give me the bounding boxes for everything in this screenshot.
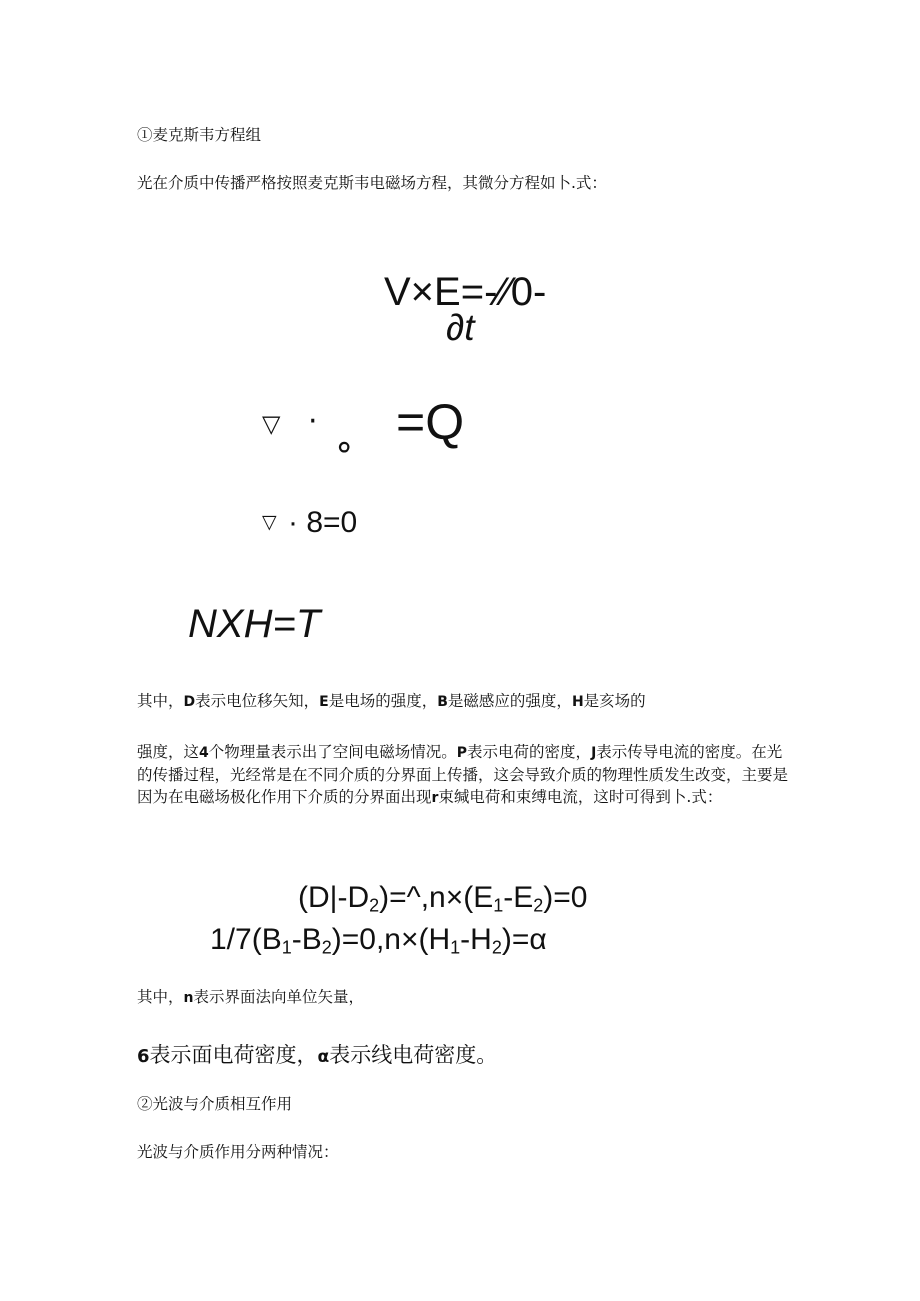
symbol-r: r [431,790,439,806]
text-run: 是电场的强度， [328,692,438,710]
equation-faraday-top: V×E=-∕∕0- [384,270,547,314]
symbol-n: n [183,990,194,1006]
subscript: 1 [450,937,461,958]
symbol-alpha: α [317,1047,330,1067]
equation-ampere: NXH=T [188,602,321,646]
boundary-condition-line-1 [298,878,588,918]
charge-density-note [137,1040,497,1072]
symbol-d: D [183,694,196,710]
math-run: -E [503,881,534,914]
text-run: 个物理量表示出了空间电磁场情况。 [208,743,457,761]
text-run: 其中， [137,692,184,710]
text-run: 其中， [137,988,184,1006]
subscript: 2 [321,937,332,958]
closing-paragraph: 光波与介质作用分两种情况： [137,1143,339,1161]
text-run: 是亥场的 [583,692,646,710]
definition-paragraph [137,690,792,713]
nabla-symbol: ▽ [262,511,277,533]
section-heading-maxwell: ①麦克斯韦方程组 [137,126,262,144]
normal-vector-note [137,986,364,1009]
text-run: 表示传导电流的密度。在光的传播过程，光经常是在不同介质的分界面上传播，这会导致介质的物理性质发生改变，主要是因为在电磁场极化作用下介质的分界面出现 [137,743,789,806]
symbol-b: B [437,694,448,710]
equation-faraday-denominator: ∂t [446,307,475,348]
math-run: -H [460,923,492,956]
symbol-j: J [591,745,597,761]
math-run: -B [291,923,322,956]
symbol-p: P [456,745,468,761]
boundary-intro-paragraph [137,741,792,809]
equation-gauss-electric [262,394,492,458]
text-run: 表示面电荷密度， [149,1043,318,1067]
subscript: 1 [493,895,504,916]
section-heading-interaction: ②光波与介质相互作用 [137,1095,293,1113]
text-run: 束缄电荷和束缚电流，这时可得到卜.式： [438,788,723,806]
boundary-condition-line-2 [210,920,547,960]
math-run: 1/7(B [210,923,282,956]
text-run: 表示界面法向单位矢量， [193,988,364,1006]
dot-operator: · [308,404,318,439]
math-run: )=0 [543,881,588,914]
text-run: 是磁感应的强度， [447,692,572,710]
math-run: )=^,n×(E [379,881,494,914]
equation-rhs: =Q [396,394,465,450]
equation-text: · 8=0 [288,506,358,539]
text-run: 表示电位移矢知， [195,692,320,710]
nabla-symbol: ▽ [262,410,281,438]
symbol-4: 4 [199,745,209,761]
text-run: 强度，这 [137,743,200,761]
text-run: 表示线电荷密度。 [329,1043,498,1067]
equation-symbol: 。 [338,418,372,458]
text-run: 表示电荷的密度， [467,743,592,761]
subscript: 1 [281,937,292,958]
symbol-h: H [571,694,584,710]
math-run: (D|-D [298,881,370,914]
math-run: )=0,n×(H [331,923,451,956]
intro-paragraph: 光在介质中传播严格按照麦克斯韦电磁场方程，其微分方程如卜.式： [137,174,607,192]
subscript: 2 [533,895,544,916]
symbol-e: E [319,694,329,710]
subscript: 2 [369,895,380,916]
math-run: )=α [501,923,547,956]
symbol-6: 6 [137,1046,150,1067]
equation-gauss-magnetic [262,506,402,542]
subscript: 2 [491,937,502,958]
